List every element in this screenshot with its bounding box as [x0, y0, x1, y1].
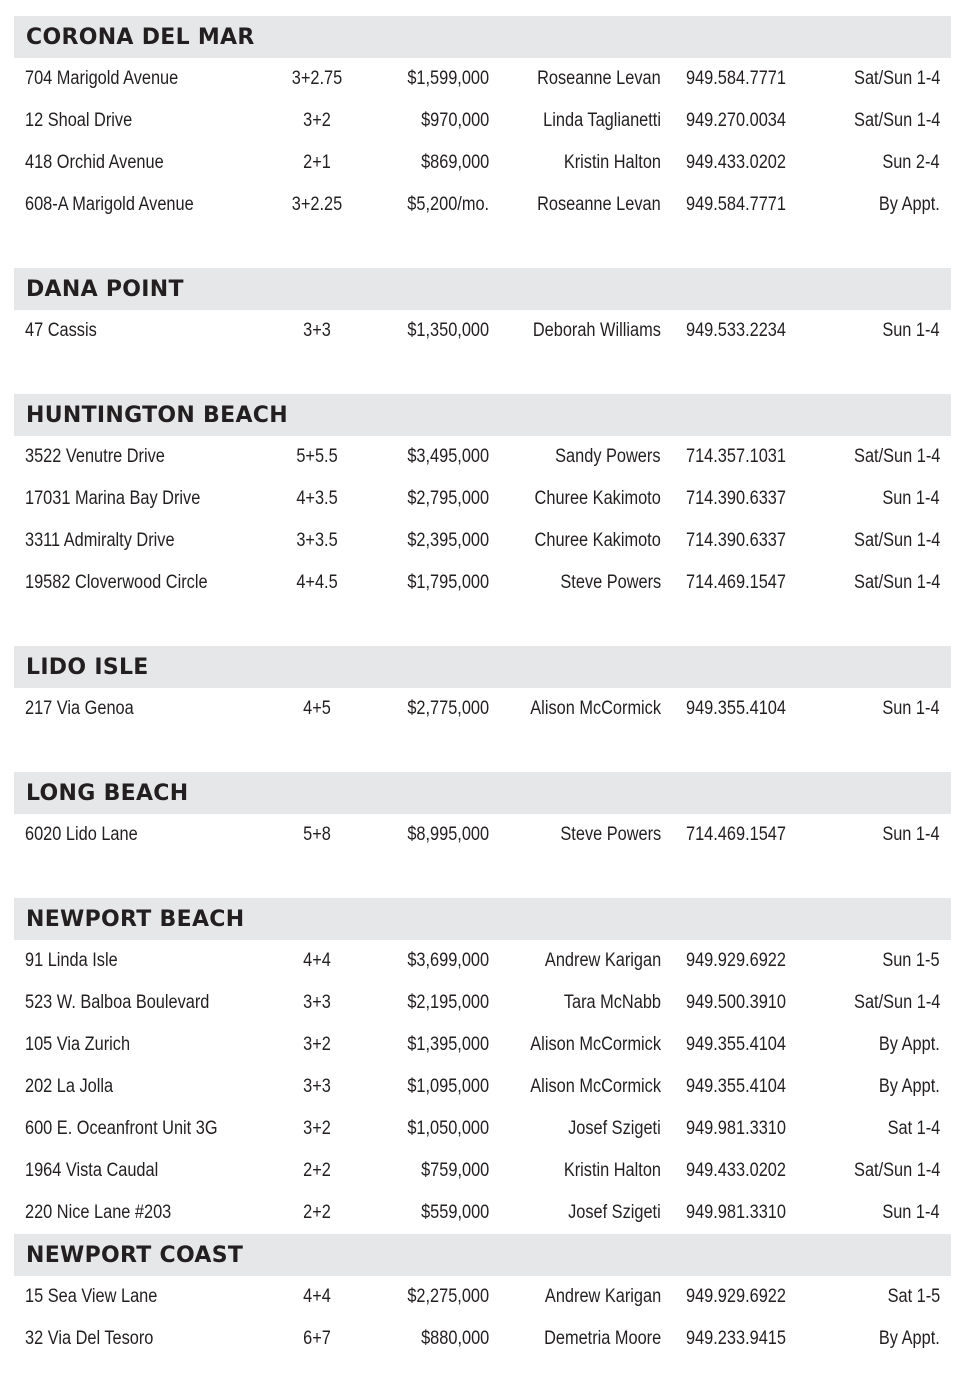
listing-address: 3311 Admiralty Drive — [25, 530, 175, 551]
section-header — [14, 1234, 951, 1276]
listing-hours: Sun 2-4 — [882, 152, 940, 173]
listing-price: $1,795,000 — [407, 572, 489, 593]
listing-agent: Steve Powers — [560, 572, 661, 593]
listing-price: $1,599,000 — [407, 68, 489, 89]
listing-agent: Tara McNabb — [563, 992, 661, 1013]
listing-address: 15 Sea View Lane — [25, 1286, 158, 1307]
listing-beds-baths: 3+3 — [303, 992, 331, 1013]
listing-beds-baths: 3+2 — [303, 1034, 331, 1055]
listing-address: 32 Via Del Tesoro — [25, 1328, 154, 1349]
section-title: NEWPORT COAST — [26, 1243, 244, 1268]
listing-hours: Sat 1-5 — [887, 1286, 940, 1307]
listing-agent: Kristin Halton — [563, 1160, 661, 1181]
listing-phone: 949.270.0034 — [686, 110, 786, 131]
section-huntington-beach — [0, 394, 963, 604]
listing-hours: Sun 1-4 — [882, 698, 940, 719]
listing-price: $1,350,000 — [407, 320, 489, 341]
listing-row — [0, 142, 963, 184]
listing-row — [0, 1276, 963, 1318]
listing-agent: Alison McCormick — [530, 1076, 661, 1097]
listing-address: 202 La Jolla — [25, 1076, 114, 1097]
listing-beds-baths: 4+4 — [303, 1286, 331, 1307]
listing-address: 17031 Marina Bay Drive — [25, 488, 201, 509]
listing-beds-baths: 2+2 — [303, 1202, 331, 1223]
listing-row — [0, 1066, 963, 1108]
listing-price: $2,395,000 — [407, 530, 489, 551]
listing-phone: 949.433.0202 — [686, 152, 786, 173]
listing-row — [0, 940, 963, 982]
listing-beds-baths: 3+2.75 — [291, 68, 343, 89]
listing-address: 217 Via Genoa — [25, 698, 134, 719]
listing-price: $2,275,000 — [407, 1286, 489, 1307]
listing-phone: 949.584.7771 — [686, 194, 786, 215]
section-newport-beach — [0, 898, 963, 1234]
listing-price: $2,775,000 — [407, 698, 489, 719]
listing-hours: Sat/Sun 1-4 — [853, 68, 940, 89]
listing-phone: 949.355.4104 — [686, 698, 786, 719]
listing-address: 19582 Cloverwood Circle — [25, 572, 208, 593]
listing-phone: 949.981.3310 — [686, 1118, 786, 1139]
listing-row — [0, 1192, 963, 1234]
listing-hours: Sat/Sun 1-4 — [853, 572, 940, 593]
section-header — [14, 772, 951, 814]
listing-price: $3,699,000 — [407, 950, 489, 971]
listing-address: 1964 Vista Caudal — [25, 1160, 159, 1181]
listing-beds-baths: 3+3.5 — [296, 530, 338, 551]
section-header — [14, 646, 951, 688]
listing-address: 6020 Lido Lane — [25, 824, 138, 845]
listing-beds-baths: 6+7 — [303, 1328, 331, 1349]
listing-address: 600 E. Oceanfront Unit 3G — [25, 1118, 218, 1139]
listing-address: 418 Orchid Avenue — [25, 152, 164, 173]
listing-phone: 714.469.1547 — [686, 572, 786, 593]
section-title: HUNTINGTON BEACH — [26, 403, 288, 428]
listing-agent: Roseanne Levan — [537, 194, 661, 215]
listing-agent: Roseanne Levan — [537, 68, 661, 89]
listing-hours: Sun 1-4 — [882, 1202, 940, 1223]
section-newport-coast — [0, 1234, 963, 1360]
listing-beds-baths: 3+3 — [303, 320, 331, 341]
listing-price: $869,000 — [420, 152, 489, 173]
listing-row — [0, 982, 963, 1024]
listing-hours: By Appt. — [879, 194, 940, 215]
listing-beds-baths: 4+5 — [303, 698, 331, 719]
listing-beds-baths: 4+4 — [303, 950, 331, 971]
listing-beds-baths: 2+2 — [303, 1160, 331, 1181]
listing-price: $5,200/mo. — [407, 194, 489, 215]
listing-agent: Deborah Williams — [532, 320, 661, 341]
section-title: CORONA DEL MAR — [26, 25, 255, 50]
listing-row — [0, 1318, 963, 1360]
listing-hours: By Appt. — [879, 1076, 940, 1097]
listing-agent: Demetria Moore — [543, 1328, 661, 1349]
listing-address: 704 Marigold Avenue — [25, 68, 179, 89]
listing-row — [0, 478, 963, 520]
listing-hours: Sun 1-4 — [882, 824, 940, 845]
listing-hours: Sat/Sun 1-4 — [853, 530, 940, 551]
listing-phone: 949.355.4104 — [686, 1034, 786, 1055]
listing-address: 3522 Venutre Drive — [25, 446, 165, 467]
listing-beds-baths: 4+4.5 — [296, 572, 338, 593]
listing-price: $759,000 — [420, 1160, 489, 1181]
listing-agent: Andrew Karigan — [544, 1286, 661, 1307]
listing-phone: 949.584.7771 — [686, 68, 786, 89]
listing-row — [0, 562, 963, 604]
section-title: LONG BEACH — [26, 781, 189, 806]
listing-agent: Kristin Halton — [563, 152, 661, 173]
listing-beds-baths: 4+3.5 — [296, 488, 338, 509]
listing-hours: Sat/Sun 1-4 — [853, 992, 940, 1013]
listing-row — [0, 1024, 963, 1066]
listing-hours: Sat 1-4 — [887, 1118, 940, 1139]
listing-hours: By Appt. — [879, 1034, 940, 1055]
listing-address: 220 Nice Lane #203 — [25, 1202, 172, 1223]
listing-address: 91 Linda Isle — [25, 950, 118, 971]
listing-beds-baths: 5+8 — [303, 824, 331, 845]
listing-agent: Steve Powers — [560, 824, 661, 845]
listing-beds-baths: 2+1 — [303, 152, 331, 173]
section-long-beach — [0, 772, 963, 856]
listing-phone: 714.469.1547 — [686, 824, 786, 845]
listing-price: $559,000 — [420, 1202, 489, 1223]
listing-phone: 949.433.0202 — [686, 1160, 786, 1181]
listing-phone: 949.533.2234 — [686, 320, 786, 341]
section-header — [14, 16, 951, 58]
listing-row — [0, 58, 963, 100]
listing-row — [0, 100, 963, 142]
listing-row — [0, 184, 963, 226]
listing-phone: 949.500.3910 — [686, 992, 786, 1013]
listing-address: 12 Shoal Drive — [25, 110, 133, 131]
listing-price: $2,195,000 — [407, 992, 489, 1013]
section-corona-del-mar — [0, 16, 963, 226]
listing-row — [0, 1150, 963, 1192]
section-header — [14, 898, 951, 940]
listing-agent: Churee Kakimoto — [534, 488, 661, 509]
listing-beds-baths: 3+2 — [303, 1118, 331, 1139]
listing-beds-baths: 3+2.25 — [291, 194, 343, 215]
listing-address: 105 Via Zurich — [25, 1034, 131, 1055]
listing-phone: 949.233.9415 — [686, 1328, 786, 1349]
listing-phone: 714.390.6337 — [686, 530, 786, 551]
listing-row — [0, 520, 963, 562]
listing-agent: Sandy Powers — [555, 446, 661, 467]
listing-price: $970,000 — [420, 110, 489, 131]
listing-hours: Sun 1-5 — [882, 950, 940, 971]
listing-beds-baths: 3+2 — [303, 110, 331, 131]
section-header — [14, 268, 951, 310]
listing-row — [0, 814, 963, 856]
listing-agent: Linda Taglianetti — [543, 110, 661, 131]
listing-address: 47 Cassis — [25, 320, 97, 341]
listing-price: $880,000 — [420, 1328, 489, 1349]
listing-hours: Sun 1-4 — [882, 488, 940, 509]
listing-agent: Churee Kakimoto — [534, 530, 661, 551]
listing-agent: Josef Szigeti — [568, 1118, 661, 1139]
listing-hours: Sun 1-4 — [882, 320, 940, 341]
listing-agent: Josef Szigeti — [568, 1202, 661, 1223]
listing-hours: By Appt. — [879, 1328, 940, 1349]
section-title: LIDO ISLE — [26, 655, 149, 680]
listing-hours: Sat/Sun 1-4 — [853, 1160, 940, 1181]
listing-price: $8,995,000 — [407, 824, 489, 845]
listing-price: $1,095,000 — [407, 1076, 489, 1097]
section-title: DANA POINT — [26, 277, 184, 302]
listing-hours: Sat/Sun 1-4 — [853, 446, 940, 467]
listing-beds-baths: 3+3 — [303, 1076, 331, 1097]
listing-phone: 714.357.1031 — [686, 446, 786, 467]
listing-address: 608-A Marigold Avenue — [25, 194, 194, 215]
listing-agent: Andrew Karigan — [544, 950, 661, 971]
listing-phone: 714.390.6337 — [686, 488, 786, 509]
listing-row — [0, 436, 963, 478]
section-title: NEWPORT BEACH — [26, 907, 245, 932]
listing-phone: 949.981.3310 — [686, 1202, 786, 1223]
section-dana-point — [0, 268, 963, 352]
listing-phone: 949.929.6922 — [686, 950, 786, 971]
listing-phone: 949.929.6922 — [686, 1286, 786, 1307]
listing-agent: Alison McCormick — [530, 1034, 661, 1055]
listing-price: $2,795,000 — [407, 488, 489, 509]
listing-price: $3,495,000 — [407, 446, 489, 467]
listing-price: $1,395,000 — [407, 1034, 489, 1055]
listing-row — [0, 310, 963, 352]
listing-phone: 949.355.4104 — [686, 1076, 786, 1097]
section-header — [14, 394, 951, 436]
listing-hours: Sat/Sun 1-4 — [853, 110, 940, 131]
listing-address: 523 W. Balboa Boulevard — [25, 992, 210, 1013]
section-lido-isle — [0, 646, 963, 730]
listing-price: $1,050,000 — [407, 1118, 489, 1139]
listing-beds-baths: 5+5.5 — [296, 446, 338, 467]
listing-agent: Alison McCormick — [530, 698, 661, 719]
listing-row — [0, 1108, 963, 1150]
listing-row — [0, 688, 963, 730]
